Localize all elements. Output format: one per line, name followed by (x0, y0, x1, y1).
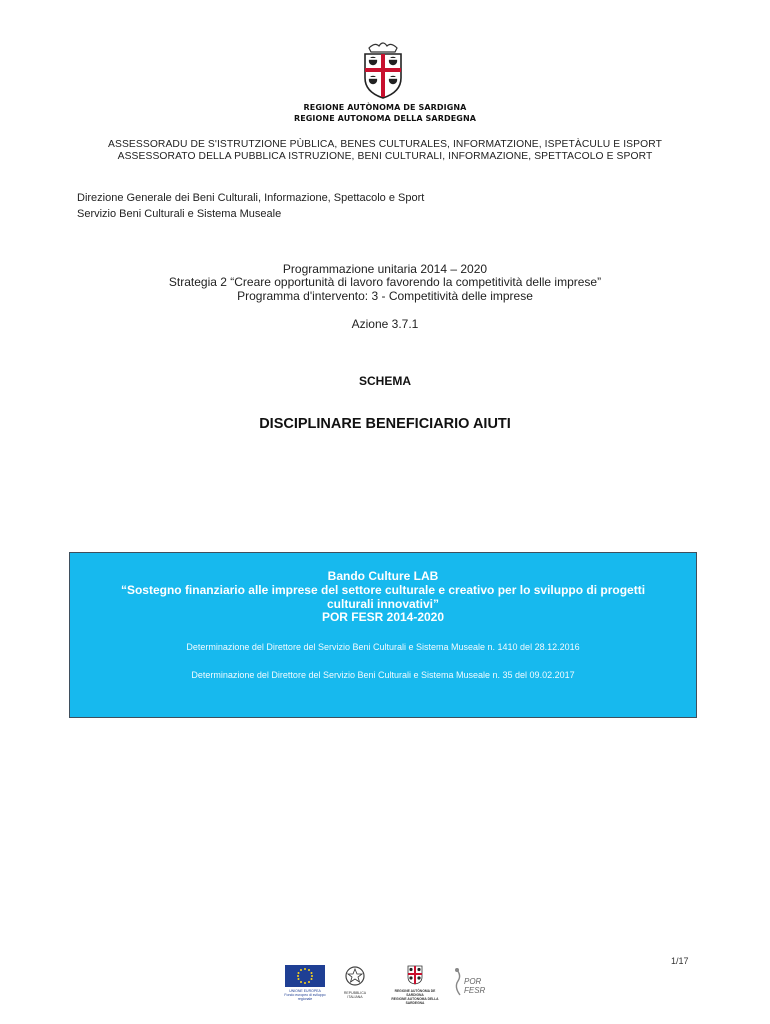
eu-logo (277, 965, 333, 1001)
document-title: DISCIPLINARE BENEFICIARIO AIUTI (259, 416, 511, 432)
programme-line-1: Programmazione unitaria 2014 – 2020 (282, 262, 488, 276)
sardinia-shield-icon (407, 965, 423, 985)
assessorate-italian: ASSESSORATO DELLA PUBBLICA ISTRUZIONE, BENI CULTURALI, INFORMAZIONE, SPETTACOLO E SPORT (117, 151, 653, 162)
eu-caption-line-2: Fondo europeo di sviluppo regionale (284, 993, 326, 1001)
schema-label: SCHEMA (358, 374, 411, 388)
programme-action: Azione 3.7.1 (351, 317, 419, 331)
sardinia-coat-of-arms-icon (355, 38, 411, 100)
region-name-italian: REGIONE AUTONOMA DELLA SARDEGNA (293, 114, 477, 123)
eu-caption-line-1: UNIONE EUROPEA (289, 989, 321, 993)
region-caption-line-1: REGIONE AUTÒNOMA DE SARDIGNA (394, 989, 436, 997)
italian-emblem-icon (344, 965, 366, 987)
region-caption-line-2: REGIONE AUTONOMA DELLA SARDEGNA (391, 997, 439, 1005)
eu-flag-icon (285, 965, 325, 987)
service-name: Servizio Beni Culturali e Sistema Museale (77, 208, 282, 220)
region-name-sardinian: REGIONE AUTÒNOMA DE SARDIGNA (303, 103, 467, 112)
bando-determination-2: Determinazione del Direttore del Servizio Beni Culturali e Sistema Museale n. 35 del 09.02.2017 (191, 670, 575, 680)
italian-republic-logo (336, 965, 374, 1001)
programme-strategy: Strategia 2 “Creare opportunità di lavoro favorendo la competitività delle imprese” (168, 275, 602, 289)
bando-info-box (69, 552, 697, 718)
page-number: 1/17 (671, 956, 689, 966)
bando-determination-1: Determinazione del Direttore del Servizio Beni Culturali e Sistema Museale n. 1410 del 28.12.2016 (186, 642, 580, 652)
bando-fund: POR FESR 2014-2020 (321, 610, 445, 624)
bando-subtitle-line-1: “Sostegno finanziario alle imprese del settore culturale e creativo per lo sviluppo di progetti (120, 583, 646, 597)
por-fesr-logo (452, 965, 498, 999)
assessorate-sardinian: ASSESSORADU DE S'ISTRUTZIONE PÙBLICA, BENES CULTURALES, INFORMATZIONE, ISPETÀCULU E ISPORT (108, 139, 662, 150)
sardinia-region-logo (390, 965, 440, 1005)
bando-subtitle-line-2: culturali innovativi” (326, 597, 440, 611)
direction-general: Direzione Generale dei Beni Culturali, Informazione, Spettacolo e Sport (77, 192, 425, 204)
programme-intervention: Programma d'intervento: 3 - Competitività delle imprese (237, 289, 533, 303)
bando-name: Bando Culture LAB (327, 569, 439, 583)
italy-caption: REPUBBLICA ITALIANA (343, 991, 367, 999)
por-fesr-text: POR FESR (464, 977, 486, 995)
